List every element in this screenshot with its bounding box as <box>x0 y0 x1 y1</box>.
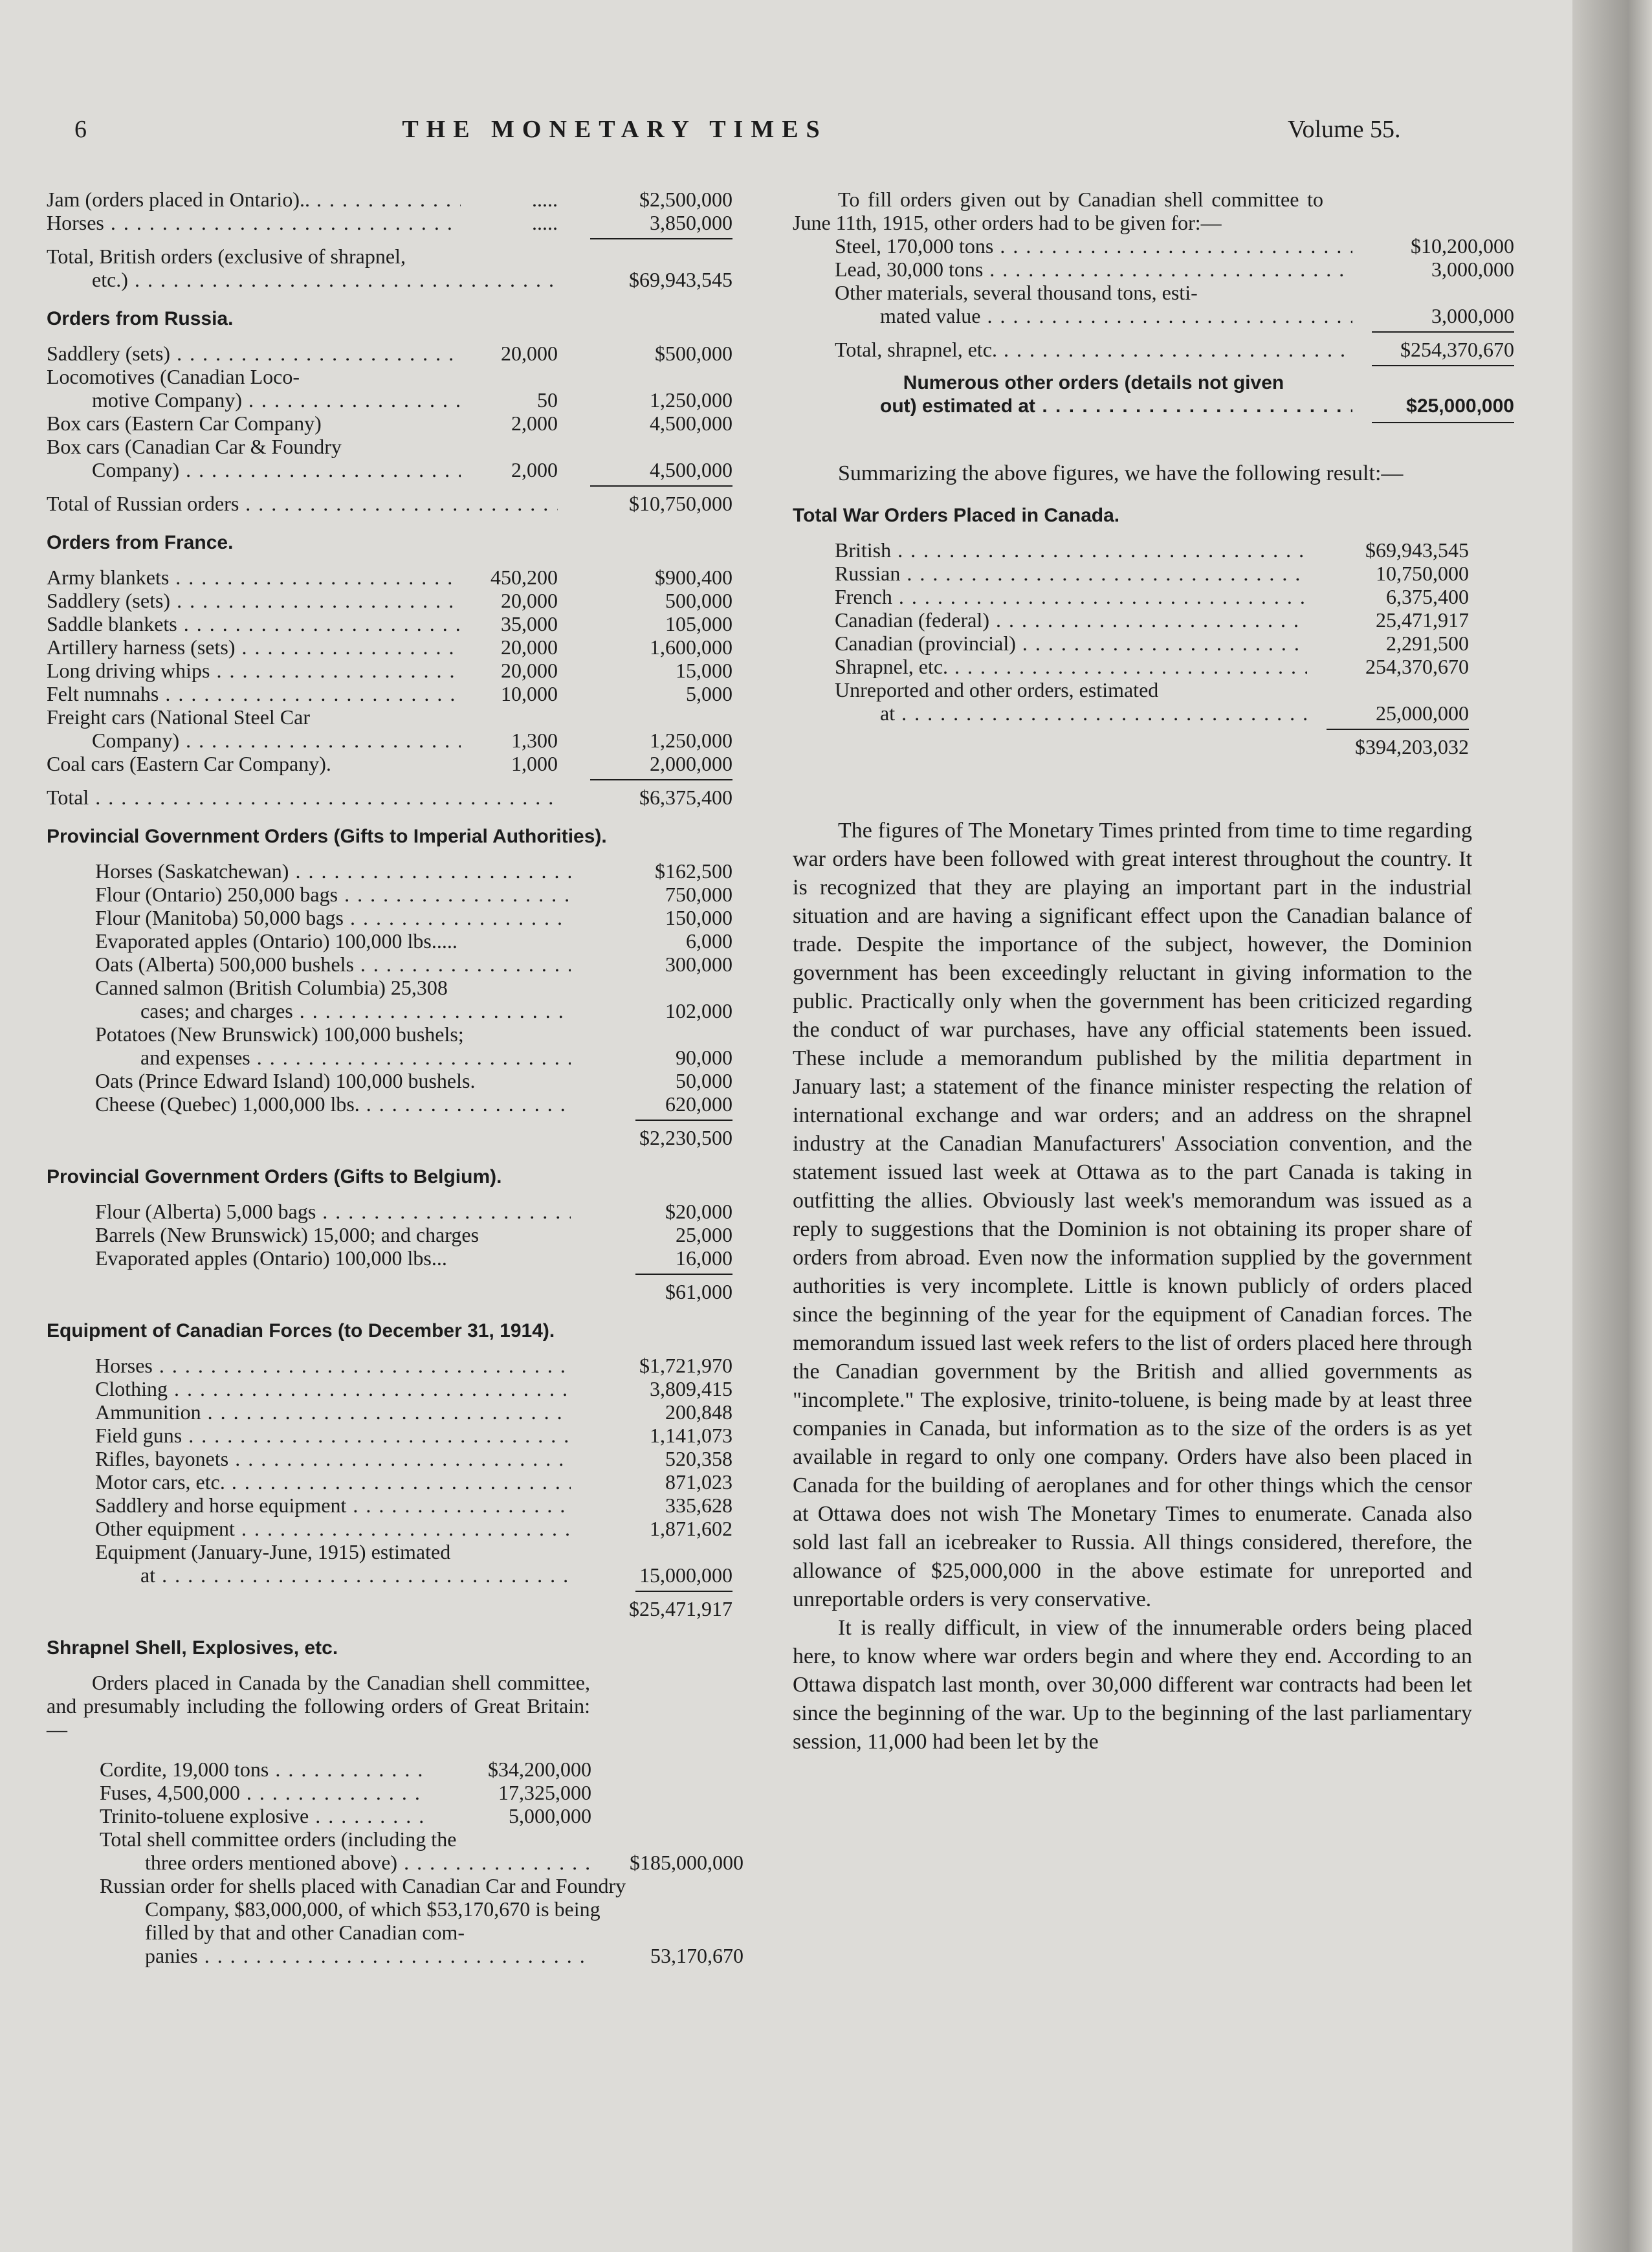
total-row: Total, British orders (exclusive of shrapnel, <box>47 245 406 268</box>
shrapnel-section <box>47 1671 743 1967</box>
provincial-imperial-orders <box>47 859 732 1149</box>
table-row: Motor cars, etc. . . . 871,023 <box>95 1470 732 1494</box>
publication-title: THE MONETARY TIMES <box>402 116 828 143</box>
table-row: at . . . 25,000,000 <box>835 701 1469 725</box>
total-amount: $394,203,032 <box>1355 735 1469 758</box>
shell-other-orders <box>793 188 1514 327</box>
table-row: Artillery harness (sets) . . . 20,000 1,600,000 <box>47 635 732 659</box>
total-row: Numerous other orders (details not given <box>903 372 1284 393</box>
table-row: mated value . . . 3,000,000 <box>835 304 1514 327</box>
divider <box>1372 331 1514 333</box>
table-row: Saddlery (sets) . . . 20,000 500,000 <box>47 589 732 612</box>
total-row: out) estimated at . . . $25,000,000 <box>835 395 1514 418</box>
table-row: Company) . . . 2,000 4,500,000 <box>47 458 732 481</box>
table-row: Potatoes (New Brunswick) 100,000 bushels; <box>95 1022 464 1046</box>
table-row: Felt numnahs . . . 10,000 5,000 <box>47 682 732 705</box>
table-row: Box cars (Canadian Car & Foundry <box>47 435 342 458</box>
table-row: Canadian (provincial) . . . 2,291,500 <box>835 632 1469 655</box>
table-row: Horses . . . ..... 3,850,000 <box>47 211 732 234</box>
page-edge <box>1572 0 1652 2252</box>
table-row: Saddle blankets . . . 35,000 105,000 <box>47 612 732 635</box>
shrapnel-intro: Orders placed in Canada by the Canadian shell committee, and presumably including the following orders of Great Britain:— <box>47 1671 590 1741</box>
table-row: Total shell committee orders (including the <box>100 1827 457 1851</box>
section-heading: Orders from Russia. <box>47 308 234 329</box>
right-column <box>793 188 1514 1756</box>
table-row: British . . . $69,943,545 <box>835 538 1469 562</box>
table-row: Ammunition . . . 200,848 <box>95 1400 732 1424</box>
table-row: Army blankets . . . 450,200 $900,400 <box>47 566 732 589</box>
article-paragraph: The figures of The Monetary Times printed from time to time regarding war orders have been followed with great interest throughout the country. It is recognized that they are playing an important part in the industrial situation and are having a significant effect upon the Canadian balance of trade. Despite the importance of the subject, however, the Dominion government has been exceedingly reluctant in giving information to the public. Practically only when the government has been criticized regarding the conduct of war purchases, have any official statements been issued. These include a memorandum published by the militia department in January last; a statement of the finance minister respecting the relation of international exchange and war orders; and an address on the shrapnel industry at the Canadian Manufacturers' Association convention, and the statement issued last week at Ottawa as to the part Canada is taking in outfitting the allies. Obviously last week's memorandum was issued as a reply to suggestions that the Dominion is not obtaining its proper share of orders from abroad. Even now the information supplied by the government authorities is very incomplete. Little is known publicly of orders placed since the beginning of the year for the equipment of Canadian forces. The memorandum issued last week refers to the list of orders placed here through the Canadian government by the British and allied governments as "incomplete." The explosive, trinito-toluene, is being made by at least three companies in Canada, but information as to the size of the orders is as yet available in regard to only one company. Orders have also been placed in Canada for the building of aeroplanes and for other things which the censor at Ottawa does not wish The Monetary Times to enumerate. Canada also sold last fall an icebreaker to Russia. All things considered, therefore, the allowance of $25,000,000 in the above estimate for unreported and unreportable orders is very conservative. <box>793 819 1472 1611</box>
total-row: Total, shrapnel, etc. . . . $254,370,670 <box>835 338 1514 361</box>
russia-orders <box>47 342 732 515</box>
summary-intro: Summarizing the above figures, we have the following result:— <box>838 461 1404 485</box>
table-row: motive Company) . . . 50 1,250,000 <box>47 388 732 412</box>
section-heading: Provincial Government Orders (Gifts to Imperial Authorities). <box>47 826 607 847</box>
divider <box>635 1120 732 1121</box>
table-row: Rifles, bayonets . . . 520,358 <box>95 1447 732 1470</box>
provincial-belgium-orders <box>47 1200 732 1303</box>
table-row: Canned salmon (British Columbia) 25,308 <box>95 976 448 999</box>
table-row: Horses (Saskatchewan) . . . $162,500 <box>95 859 732 883</box>
table-row: Horses . . . $1,721,970 <box>95 1354 732 1377</box>
table-row: Saddlery and horse equipment . . . 335,628 <box>95 1494 732 1517</box>
table-row: French . . . 6,375,400 <box>835 585 1469 608</box>
section-heading: Orders from France. <box>47 532 234 553</box>
section-heading: Equipment of Canadian Forces (to December 31, 1914). <box>47 1320 555 1341</box>
divider <box>590 779 732 780</box>
divider <box>590 485 732 487</box>
summary-table <box>793 538 1469 758</box>
total-amount: $25,471,917 <box>629 1597 732 1620</box>
table-row: Flour (Ontario) 250,000 bags . . . 750,000 <box>95 883 732 906</box>
british-orders <box>47 188 732 291</box>
divider <box>590 238 732 239</box>
table-row: Cheese (Quebec) 1,000,000 lbs. . . . 620,000 <box>95 1092 732 1116</box>
total-row: Total of Russian orders . . . $10,750,000 <box>47 492 732 515</box>
table-row: Field guns . . . 1,141,073 <box>95 1424 732 1447</box>
table-row: Oats (Alberta) 500,000 bushels . . . 300,000 <box>95 953 732 976</box>
shell-other-intro: To fill orders given out by Canadian shell committee to June 11th, 1915, other orders had to be given for:— <box>793 188 1323 234</box>
table-row: Lead, 30,000 tons . . . 3,000,000 <box>835 258 1514 281</box>
table-row: Cordite, 19,000 tons . . . $34,200,000 <box>100 1758 743 1781</box>
table-row: Long driving whips . . . 20,000 15,000 <box>47 659 732 682</box>
table-row: Unreported and other orders, estimated <box>835 678 1159 701</box>
table-row: Fuses, 4,500,000 . . . 17,325,000 <box>100 1781 743 1804</box>
divider <box>1372 365 1514 366</box>
table-row: Saddlery (sets) . . . 20,000 $500,000 <box>47 342 732 365</box>
section-heading: Provincial Government Orders (Gifts to Belgium). <box>47 1166 502 1187</box>
divider <box>635 1274 732 1275</box>
table-row: Locomotives (Canadian Loco- <box>47 365 300 388</box>
table-row: Clothing . . . 3,809,415 <box>95 1377 732 1400</box>
table-row: Trinito-toluene explosive . . . 5,000,000 <box>100 1804 743 1827</box>
table-row: Oats (Prince Edward Island) 100,000 bushels. 50,000 <box>95 1069 732 1092</box>
table-row: cases; and charges . . . 102,000 <box>95 999 732 1022</box>
article-body <box>793 817 1472 1756</box>
table-row: Jam (orders placed in Ontario).. . . . ..... $2,500,000 <box>47 188 732 211</box>
divider <box>1327 729 1469 730</box>
table-row: Coal cars (Eastern Car Company). 1,000 2,000,000 <box>47 752 732 775</box>
section-heading: Total War Orders Placed in Canada. <box>793 505 1120 526</box>
table-row: Evaporated apples (Ontario) 100,000 lbs... 16,000 <box>95 1246 732 1270</box>
table-row: Barrels (New Brunswick) 15,000; and charges 25,000 <box>95 1223 732 1246</box>
table-row: Flour (Alberta) 5,000 bags . . . $20,000 <box>95 1200 732 1223</box>
table-row: Other materials, several thousand tons, esti- <box>835 281 1198 304</box>
table-row: Shrapnel, etc. . . . 254,370,670 <box>835 655 1469 678</box>
article-paragraph: It is really difficult, in view of the innumerable orders being placed here, to know where war orders begin and where they end. According to an Ottawa dispatch last month, over 30,000 different war contracts had been let since the beginning of the war. Up to the beginning of the last parliamentary session, 11,000 had been let by the <box>793 1616 1472 1754</box>
equipment-orders <box>47 1354 732 1620</box>
table-row: Flour (Manitoba) 50,000 bags . . . 150,000 <box>95 906 732 929</box>
table-row: Evaporated apples (Ontario) 100,000 lbs..... 6,000 <box>95 929 732 953</box>
total-row: etc.) . . . $69,943,545 <box>47 268 732 291</box>
total-amount: $61,000 <box>665 1280 732 1303</box>
table-row: at . . . 15,000,000 <box>95 1563 732 1587</box>
france-orders <box>47 566 732 809</box>
table-row: Equipment (January-June, 1915) estimated <box>95 1540 451 1563</box>
table-row: Box cars (Eastern Car Company) 2,000 4,500,000 <box>47 412 732 435</box>
table-row: Canadian (federal) . . . 25,471,917 <box>835 608 1469 632</box>
table-row: Company) . . . 1,300 1,250,000 <box>47 729 732 752</box>
table-row: and expenses . . . 90,000 <box>95 1046 732 1069</box>
section-heading: Shrapnel Shell, Explosives, etc. <box>47 1637 338 1659</box>
table-row: panies . . . 53,170,670 <box>100 1944 743 1967</box>
table-row: Other equipment . . . 1,871,602 <box>95 1517 732 1540</box>
divider <box>1372 422 1514 423</box>
table-row: three orders mentioned above) . . . $185,000,000 <box>100 1851 743 1874</box>
table-row: Russian . . . 10,750,000 <box>835 562 1469 585</box>
table-row: Freight cars (National Steel Car <box>47 705 310 729</box>
left-column <box>47 188 743 1967</box>
volume-label: Volume 55. <box>1288 116 1401 143</box>
russian-order-text: Russian order for shells placed with Canadian Car and Foundry Company, $83,000,000, of which $53,170,670 is being filled by that and other Canadian com- <box>100 1874 626 1944</box>
page-number: 6 <box>74 116 87 143</box>
divider <box>635 1591 732 1592</box>
total-amount: $2,230,500 <box>639 1126 732 1149</box>
total-row: Total . . . $6,375,400 <box>47 786 732 809</box>
table-row: Steel, 170,000 tons . . . $10,200,000 <box>835 234 1514 258</box>
